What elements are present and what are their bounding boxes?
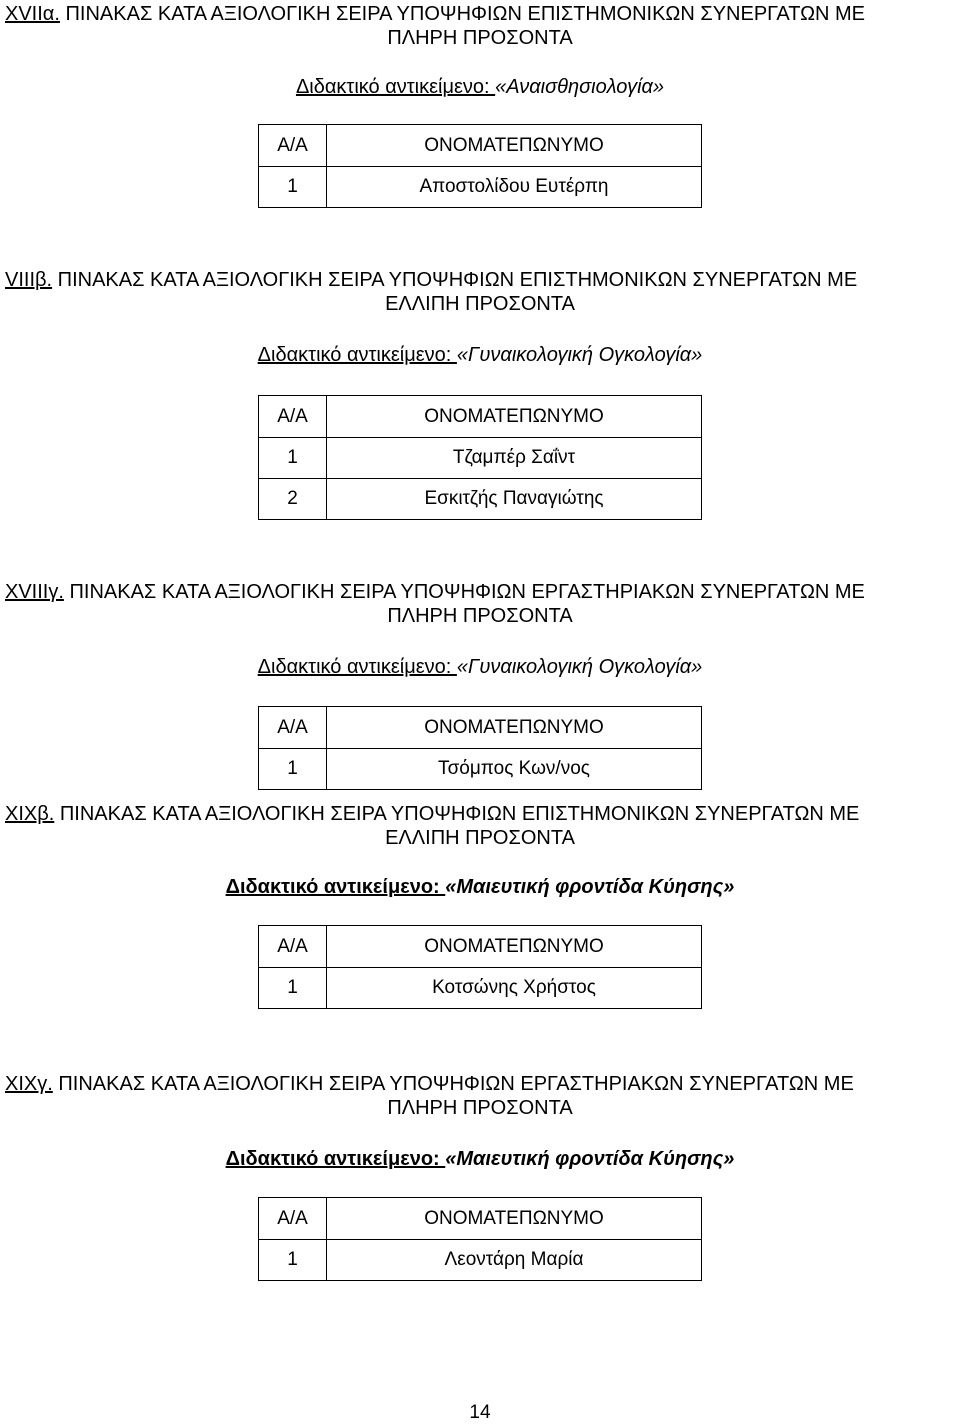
subject-label: Διδακτικό αντικείμενο: xyxy=(257,344,457,366)
table-header-row xyxy=(259,926,702,968)
section-title-line2: ΠΛΗΡΗ ΠΡΟΣΟΝΤΑ xyxy=(387,1097,573,1119)
table-header-row xyxy=(259,707,702,749)
column-header-name: ΟΝΟΜΑΤΕΠΩΝΥΜΟ xyxy=(327,707,702,749)
table-row xyxy=(259,438,702,479)
row-number: 2 xyxy=(259,479,327,520)
table-header-row xyxy=(259,396,702,438)
row-name: Τσόμπος Κων/νος xyxy=(327,749,702,790)
table-row xyxy=(259,968,702,1009)
row-number: 1 xyxy=(259,1240,327,1281)
section-code: XIXβ. xyxy=(5,803,55,825)
column-header-number: Α/Α xyxy=(259,125,327,167)
section-title: ΠΙΝΑΚΑΣ ΚΑΤΑ ΑΞΙΟΛΟΓΙΚΗ ΣΕΙΡΑ ΥΠΟΨΗΦΙΩΝ ΕΡΓΑΣΤΗΡΙΑΚΩΝ ΣΥΝΕΡΓΑΤΩΝ ΜΕ xyxy=(69,581,865,603)
subject-value: «Γυναικολογική Ογκολογία» xyxy=(456,656,703,678)
roster-table xyxy=(258,1197,702,1281)
table-row xyxy=(259,479,702,520)
subject-line xyxy=(0,74,960,100)
page-number: 14 xyxy=(469,1402,491,1423)
subject-label: Διδακτικό αντικείμενο: xyxy=(225,1148,446,1170)
section-code: XVIIα. xyxy=(5,3,60,25)
column-header-number: Α/Α xyxy=(259,707,327,749)
row-number: 1 xyxy=(259,438,327,479)
section-title: ΠΙΝΑΚΑΣ ΚΑΤΑ ΑΞΙΟΛΟΓΙΚΗ ΣΕΙΡΑ ΥΠΟΨΗΦΙΩΝ ΕΠΙΣΤΗΜΟΝΙΚΩΝ ΣΥΝΕΡΓΑΤΩΝ ΜΕ xyxy=(59,803,860,825)
row-number: 1 xyxy=(259,968,327,1009)
column-header-number: Α/Α xyxy=(259,1198,327,1240)
subject-value: «Γυναικολογική Ογκολογία» xyxy=(456,344,703,366)
row-number: 1 xyxy=(259,167,327,208)
section-code: VIIIβ. xyxy=(5,269,53,291)
column-header-name: ΟΝΟΜΑΤΕΠΩΝΥΜΟ xyxy=(327,125,702,167)
subject-value: «Μαιευτική φροντίδα Κύησης» xyxy=(445,876,735,898)
subject-label: Διδακτικό αντικείμενο: xyxy=(295,76,496,98)
subject-value: «Αναισθησιολογία» xyxy=(495,76,665,98)
section-title: ΠΙΝΑΚΑΣ ΚΑΤΑ ΑΞΙΟΛΟΓΙΚΗ ΣΕΙΡΑ ΥΠΟΨΗΦΙΩΝ ΕΡΓΑΣΤΗΡΙΑΚΩΝ ΣΥΝΕΡΓΑΤΩΝ ΜΕ xyxy=(58,1073,854,1095)
section-heading xyxy=(5,802,955,850)
table-row xyxy=(259,1240,702,1281)
subject-line xyxy=(0,874,960,900)
row-name: Κοτσώνης Χρήστος xyxy=(327,968,702,1009)
column-header-name: ΟΝΟΜΑΤΕΠΩΝΥΜΟ xyxy=(327,396,702,438)
section-title-line2: ΕΛΛΙΠΗ ΠΡΟΣΟΝΤΑ xyxy=(385,827,575,849)
section-code: XVIIIγ. xyxy=(5,581,64,603)
subject-line xyxy=(0,1146,960,1172)
section-heading xyxy=(5,2,955,50)
table-header-row xyxy=(259,1198,702,1240)
roster-table xyxy=(258,706,702,790)
row-number: 1 xyxy=(259,749,327,790)
subject-value: «Μαιευτική φροντίδα Κύησης» xyxy=(445,1148,735,1170)
row-name: Λεοντάρη Μαρία xyxy=(327,1240,702,1281)
section-heading xyxy=(5,268,955,316)
section-title-line2: ΕΛΛΙΠΗ ΠΡΟΣΟΝΤΑ xyxy=(385,293,575,315)
subject-line xyxy=(0,654,960,680)
row-name: Εσκιτζής Παναγιώτης xyxy=(327,479,702,520)
column-header-number: Α/Α xyxy=(259,396,327,438)
row-name: Αποστολίδου Ευτέρπη xyxy=(327,167,702,208)
table-header-row xyxy=(259,125,702,167)
row-name: Τζαμπέρ Σαΐντ xyxy=(327,438,702,479)
section-title: ΠΙΝΑΚΑΣ ΚΑΤΑ ΑΞΙΟΛΟΓΙΚΗ ΣΕΙΡΑ ΥΠΟΨΗΦΙΩΝ ΕΠΙΣΤΗΜΟΝΙΚΩΝ ΣΥΝΕΡΓΑΤΩΝ ΜΕ xyxy=(57,269,858,291)
table-row xyxy=(259,167,702,208)
column-header-name: ΟΝΟΜΑΤΕΠΩΝΥΜΟ xyxy=(327,1198,702,1240)
section-title: ΠΙΝΑΚΑΣ ΚΑΤΑ ΑΞΙΟΛΟΓΙΚΗ ΣΕΙΡΑ ΥΠΟΨΗΦΙΩΝ ΕΠΙΣΤΗΜΟΝΙΚΩΝ ΣΥΝΕΡΓΑΤΩΝ ΜΕ xyxy=(65,3,866,25)
column-header-number: Α/Α xyxy=(259,926,327,968)
roster-table xyxy=(258,925,702,1009)
subject-label: Διδακτικό αντικείμενο: xyxy=(225,876,446,898)
section-heading xyxy=(5,1072,955,1120)
roster-table xyxy=(258,395,702,520)
roster-table xyxy=(258,124,702,208)
subject-label: Διδακτικό αντικείμενο: xyxy=(257,656,457,678)
section-title-line2: ΠΛΗΡΗ ΠΡΟΣΟΝΤΑ xyxy=(387,27,573,49)
column-header-name: ΟΝΟΜΑΤΕΠΩΝΥΜΟ xyxy=(327,926,702,968)
table-row xyxy=(259,749,702,790)
section-heading xyxy=(5,580,955,628)
section-code: XIXγ. xyxy=(5,1073,53,1095)
subject-line xyxy=(0,342,960,368)
section-title-line2: ΠΛΗΡΗ ΠΡΟΣΟΝΤΑ xyxy=(387,605,573,627)
